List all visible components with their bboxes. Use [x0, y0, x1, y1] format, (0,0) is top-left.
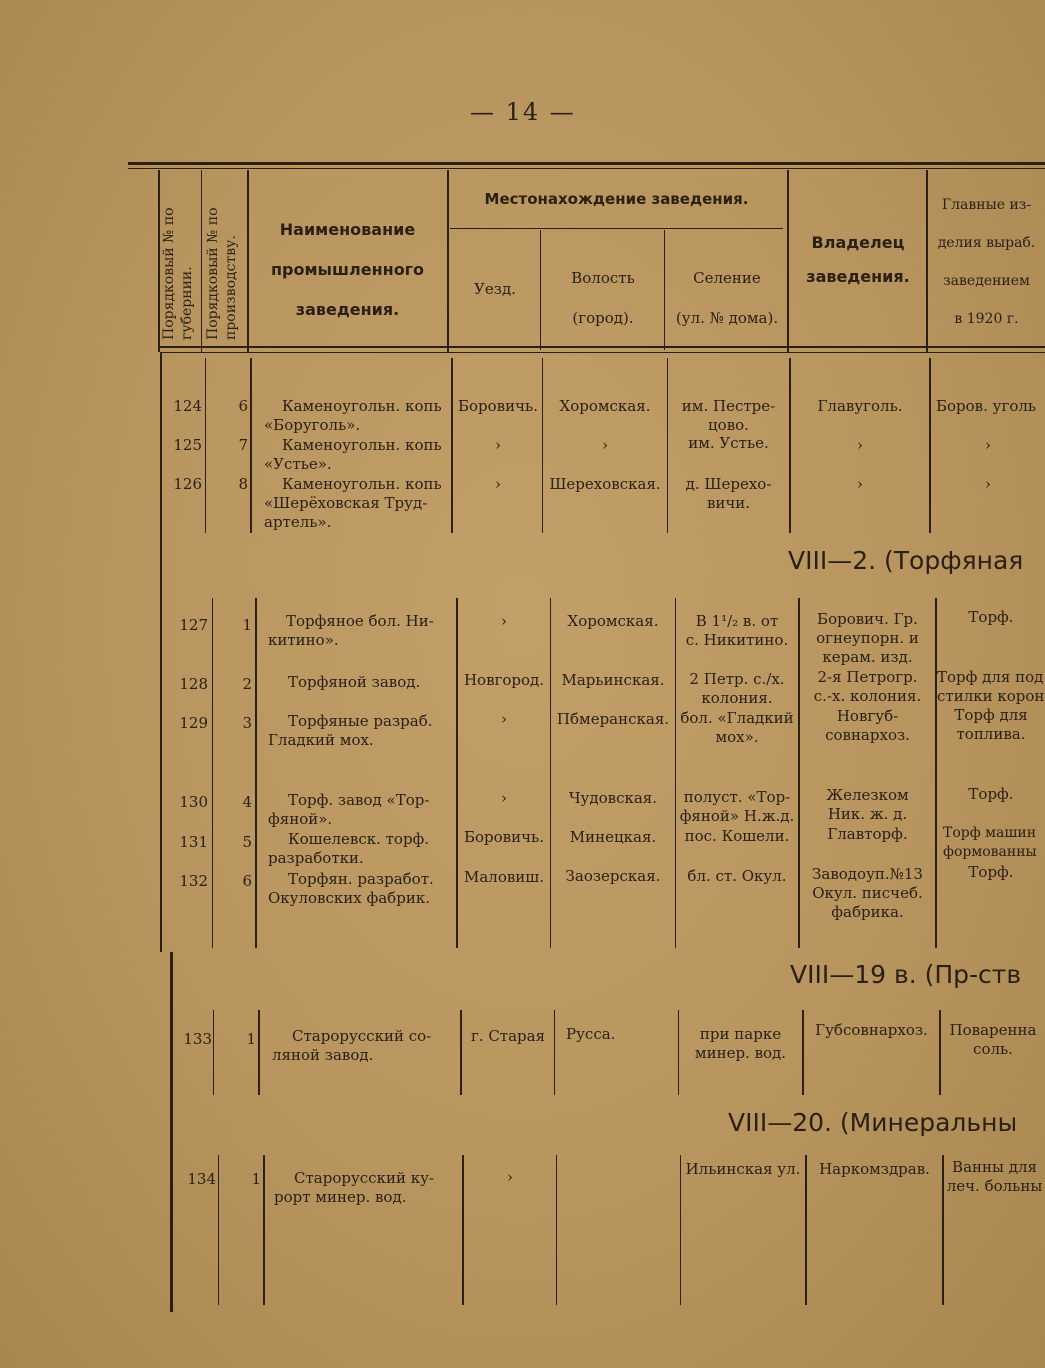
section-heading-production: VIII—19 в. (Пр-ств — [790, 960, 1022, 989]
row-product-line: Торф машин — [943, 825, 1037, 841]
vline-body — [935, 598, 937, 948]
col-proizv-line: производству. — [223, 235, 239, 340]
row-proizv-num: 6 — [242, 872, 252, 890]
row-selo-line: фяной» Н.ж.д. — [679, 807, 795, 825]
row-selo-line: минер. вод. — [694, 1044, 787, 1062]
row-owner: › — [857, 475, 863, 493]
row-selo-line: при парке — [699, 1025, 782, 1043]
row-selo-line: полуст. «Тор- — [683, 788, 791, 806]
uezd-header: Уезд. — [474, 280, 516, 298]
row-volost: Хоромская. — [567, 612, 659, 630]
row-volost: Заозерская. — [565, 867, 661, 885]
row-uezd: › — [495, 475, 501, 493]
row-selo-line: В 1¹/₂ в. от — [695, 612, 779, 630]
row-selo-line: бл. ст. Окул. — [687, 867, 787, 885]
row-name — [268, 673, 454, 692]
row-product — [937, 608, 1045, 627]
row-product-line: Торф. — [968, 785, 1014, 803]
row-gub-num: 133 — [183, 1030, 212, 1048]
row-owner-line: фабрика. — [831, 903, 904, 921]
header-rule — [160, 346, 1045, 348]
row-owner — [800, 610, 935, 667]
vline-body — [212, 598, 213, 948]
row-product-line: стилки корон — [937, 687, 1045, 705]
row-owner: Главуголь. — [817, 397, 903, 415]
row-name-line: разработки. — [268, 849, 364, 867]
row-uezd: › — [501, 612, 507, 630]
name-header-line: Наименование — [279, 220, 416, 239]
row-owner-line: Окул. писчеб. — [812, 884, 923, 902]
row-name-line: «Устье». — [264, 455, 332, 473]
row-gub-num: 125 — [173, 436, 202, 454]
row-selo — [668, 475, 789, 513]
row-name — [264, 397, 450, 435]
top-rule-thin — [128, 168, 1045, 169]
row-owner-line: огнеупорн. и — [816, 629, 919, 647]
row-name-line: «Боруголь». — [264, 416, 361, 434]
volost-header — [542, 258, 664, 338]
row-selo — [668, 434, 789, 453]
row-volost: Марьинская. — [561, 671, 665, 689]
row-name-line: артель». — [264, 513, 332, 531]
vline-body — [258, 1010, 260, 1095]
row-name-line: Старорусский со- — [292, 1027, 432, 1045]
row-volost: Чудовская. — [568, 789, 658, 807]
row-name-line: Каменоугольн. копь — [282, 475, 442, 493]
row-name-line: китино». — [268, 631, 339, 649]
vline-body-left — [170, 952, 173, 1312]
row-proizv-num: 8 — [238, 475, 248, 493]
row-name-line: Кошелевск. торф. — [288, 830, 430, 848]
selenie-header-line: (ул. № дома). — [675, 309, 779, 327]
row-name-line: Каменоугольн. копь — [282, 436, 442, 454]
section-heading-mineral: VIII—20. (Минеральны — [728, 1108, 1018, 1137]
page-number: — 14 — — [470, 98, 576, 126]
row-product: Боров. уголь — [936, 397, 1037, 415]
row-selo-line: пос. Кошели. — [684, 827, 790, 845]
row-selo-line: им. Пестре- — [681, 397, 776, 415]
row-proizv-num: 2 — [242, 675, 252, 693]
row-gub-num: 128 — [179, 675, 208, 693]
row-name-line: Окуловских фабрик. — [268, 889, 430, 907]
owner-header-line: заведения. — [806, 267, 910, 286]
row-product — [937, 706, 1045, 744]
row-selo — [676, 612, 798, 650]
vline-header — [540, 230, 541, 350]
vline-header — [247, 170, 249, 352]
row-uezd: Новгород. — [463, 671, 545, 689]
row-selo — [676, 670, 798, 708]
vline-body — [456, 598, 458, 948]
products-header — [928, 186, 1045, 338]
row-selo — [676, 867, 798, 886]
row-owner-line: керам. изд. — [822, 648, 913, 666]
row-name — [268, 791, 454, 829]
row-name-line: рорт минер. вод. — [274, 1188, 407, 1206]
row-uezd: Боровичь. — [458, 397, 538, 415]
row-gub-num: 134 — [187, 1170, 216, 1188]
row-owner-line: Борович. Гр. — [817, 610, 918, 628]
row-selo-line: с. Никитино. — [685, 631, 789, 649]
volost-header-line: (город). — [572, 309, 634, 327]
vline-body — [263, 1155, 265, 1305]
row-gub-num: 130 — [179, 793, 208, 811]
row-product-line: Поваренна — [949, 1021, 1037, 1039]
vline-body — [255, 598, 257, 948]
row-product: › — [985, 436, 991, 454]
row-uezd: › — [495, 436, 501, 454]
row-name-line: Торфян. разработ. — [288, 870, 434, 888]
row-selo-line: колония. — [701, 689, 773, 707]
vline-body — [550, 598, 551, 948]
row-gub-num: 124 — [173, 397, 202, 415]
location-subrule — [450, 228, 783, 229]
row-owner — [800, 668, 935, 706]
row-proizv-num: 3 — [242, 714, 252, 732]
col-proizv-line: Порядковый № по — [205, 207, 221, 340]
vline-header — [447, 170, 449, 352]
row-owner — [800, 786, 935, 824]
volost-header-line: Волость — [571, 269, 635, 287]
row-selo — [668, 397, 789, 435]
vline-header — [201, 170, 202, 352]
row-owner-line: Железком — [826, 786, 909, 804]
row-selo-line: вичи. — [706, 494, 751, 512]
row-name — [264, 475, 450, 532]
row-name-line: ляной завод. — [272, 1046, 374, 1064]
row-uezd: › — [501, 710, 507, 728]
row-owner-line: Главторф. — [827, 825, 908, 843]
selenie-header-line: Селение — [693, 269, 761, 287]
row-product — [941, 1021, 1045, 1059]
row-owner-line: Губсовнархоз. — [815, 1021, 928, 1039]
row-owner-line: Новгуб- — [836, 707, 899, 725]
vline-body — [675, 598, 676, 948]
row-name-line: Торфяной завод. — [288, 673, 421, 691]
row-volost: Шереховская. — [549, 475, 661, 493]
row-owner: › — [857, 436, 863, 454]
vline-body — [554, 1010, 555, 1095]
section-heading-peat: VIII—2. (Торфяная — [788, 546, 1024, 575]
row-selo — [679, 1025, 802, 1063]
row-owner — [800, 865, 935, 922]
row-proizv-num: 6 — [238, 397, 248, 415]
row-name — [264, 436, 450, 474]
row-proizv-num: 7 — [238, 436, 248, 454]
row-uezd: г. Старая — [470, 1027, 546, 1045]
header-rule-thin — [160, 352, 1045, 353]
row-owner — [800, 825, 935, 844]
row-uezd: Маловиш. — [463, 868, 545, 886]
row-name-line: «Шерёховская Труд- — [264, 494, 428, 512]
row-name-line: Торф. завод «Тор- — [288, 791, 430, 809]
row-name — [268, 830, 454, 868]
row-owner-line: Наркомздрав. — [819, 1160, 930, 1178]
row-name — [268, 712, 454, 750]
row-name — [268, 612, 454, 650]
row-name — [272, 1027, 458, 1065]
col-gub-line: губернии. — [179, 266, 195, 340]
row-owner-line: Ник. ж. д. — [827, 805, 908, 823]
row-selo-line: 2 Петр. с./х. — [689, 670, 785, 688]
row-product-line: Торф для под — [937, 668, 1044, 686]
row-product-line: соль. — [973, 1040, 1013, 1058]
products-header-line: Главные из- — [941, 197, 1032, 213]
location-header: Местонахождение заведения. — [484, 190, 749, 208]
row-owner-line: совнархоз. — [825, 726, 910, 744]
row-gub-num: 129 — [179, 714, 208, 732]
row-volost: Минецкая. — [569, 828, 657, 846]
vline-body — [250, 358, 252, 533]
row-product — [944, 1158, 1045, 1196]
row-selo-line: Ильинская ул. — [685, 1160, 801, 1178]
row-product-line: формованны — [943, 844, 1037, 860]
row-gub-num: 132 — [179, 872, 208, 890]
row-name-line: Гладкий мох. — [268, 731, 374, 749]
row-gub-num: 131 — [179, 833, 208, 851]
row-proizv-num: 1 — [251, 1170, 261, 1188]
row-name-line: Торфяные разраб. — [288, 712, 433, 730]
row-selo-line: мох». — [715, 728, 759, 746]
col-proizv-header — [204, 208, 240, 341]
row-owner-line: с.-х. колония. — [813, 687, 922, 705]
row-product — [937, 785, 1045, 804]
row-volost: Пбмеранская. — [556, 710, 670, 728]
row-owner — [807, 1160, 942, 1179]
row-name-line: фяной». — [268, 810, 333, 828]
row-owner-line: 2-я Петрогр. — [817, 668, 918, 686]
vline-body — [460, 1010, 462, 1095]
row-selo-line: им. Устье. — [688, 434, 769, 452]
row-product-line: Ванны для — [952, 1158, 1037, 1176]
row-selo-line: бол. «Гладкий — [680, 709, 794, 727]
products-header-line: заведением — [943, 273, 1030, 289]
name-header — [250, 210, 445, 330]
vline-body — [556, 1155, 557, 1305]
row-selo-line: д. Шерехо- — [685, 475, 772, 493]
row-proizv-num: 4 — [242, 793, 252, 811]
row-proizv-num: 1 — [246, 1030, 256, 1048]
row-owner — [804, 1021, 939, 1040]
owner-header — [790, 226, 926, 294]
name-header-line: заведения. — [295, 300, 400, 319]
row-selo — [676, 709, 798, 747]
row-product-line: топлива. — [956, 725, 1026, 743]
row-selo — [676, 788, 798, 826]
row-selo — [681, 1160, 805, 1179]
owner-header-line: Владелец — [811, 233, 905, 252]
row-product-line: Торф. — [968, 608, 1014, 626]
row-volost: Русса. — [566, 1025, 616, 1043]
row-product-line: Торф. — [968, 863, 1014, 881]
products-header-line: делия выраб. — [937, 235, 1036, 251]
row-product-line: Торф для — [954, 706, 1028, 724]
row-owner — [800, 707, 935, 745]
row-name-line: Старорусский ку- — [294, 1169, 434, 1187]
row-product — [937, 863, 1045, 882]
row-name — [274, 1169, 460, 1207]
name-header-line: промышленного — [270, 260, 425, 279]
row-uezd: › — [501, 789, 507, 807]
row-name-line: Торфяное бол. Ни- — [286, 612, 434, 630]
row-product — [937, 668, 1045, 706]
row-uezd: › — [507, 1168, 513, 1186]
products-header-line: в 1920 г. — [954, 311, 1019, 327]
top-rule — [128, 162, 1045, 165]
row-product — [943, 824, 1045, 862]
row-volost: Хоромская. — [559, 397, 651, 415]
row-selo — [676, 827, 798, 846]
col-gub-header — [160, 208, 196, 341]
row-name-line: Каменоугольн. копь — [282, 397, 442, 415]
row-product: › — [985, 475, 991, 493]
row-proizv-num: 5 — [242, 833, 252, 851]
row-gub-num: 127 — [179, 616, 208, 634]
col-gub-line: Порядковый № по — [161, 207, 177, 340]
row-name — [268, 870, 454, 908]
row-proizv-num: 1 — [242, 616, 252, 634]
vline-body — [213, 1010, 214, 1095]
row-product-line: леч. больны — [946, 1177, 1043, 1195]
row-uezd: Боровичь. — [464, 828, 544, 846]
row-volost: › — [602, 436, 608, 454]
row-gub-num: 126 — [173, 475, 202, 493]
row-selo-line: цово. — [708, 416, 749, 434]
selenie-header — [665, 258, 789, 338]
row-owner-line: Заводоуп.№13 — [812, 865, 923, 883]
